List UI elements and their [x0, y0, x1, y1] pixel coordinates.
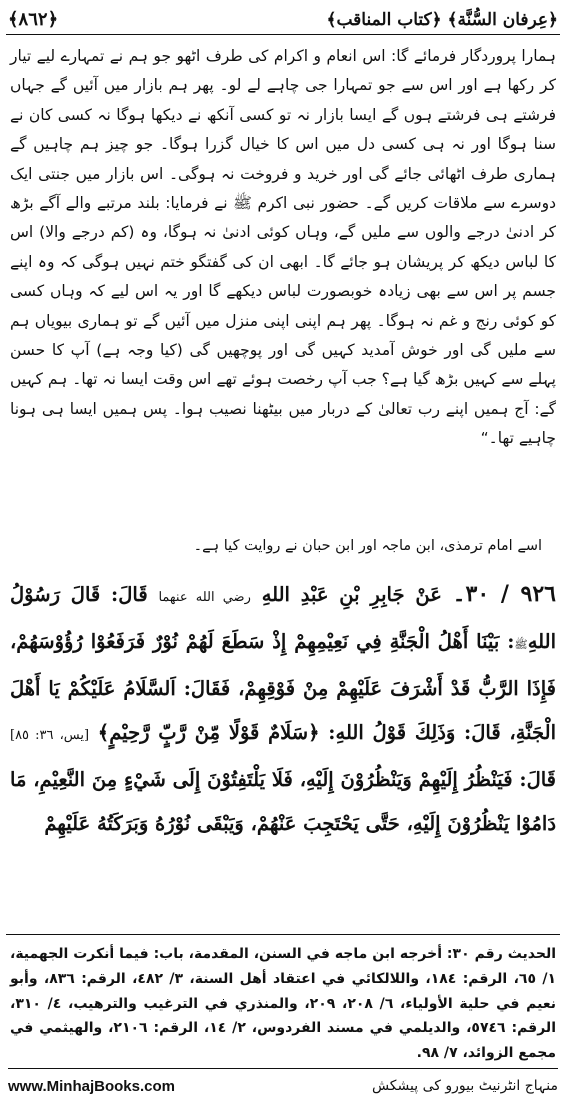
quran-reference: [يس، ٣٦: ٨٥] — [10, 728, 90, 743]
page-header — [8, 6, 558, 32]
hadith-arabic-text — [10, 572, 556, 846]
page-number: ﴿٨٦٢﴾ — [8, 8, 59, 30]
narration-attribution: اسے امام ترمذی، ابن ماجہ اور ابن حبان نے روایت کیا ہے۔ — [193, 538, 542, 554]
radiallah-honorific: رضي الله عنهما — [158, 590, 251, 605]
publisher-credit: منہاج انٹرنیٹ بیورو کی پیشکش — [371, 1078, 558, 1094]
page-footer — [8, 1072, 558, 1100]
hadith-text-part-1: قَالَ: قَالَ رَسُوْلُ اللهِ — [10, 583, 556, 653]
book-title: ﴿عِرفان السُّنَّة﴾ ﴿كتاب المناقب﴾ — [326, 9, 558, 30]
salla-honorific: ﷺ — [514, 638, 528, 651]
hadith-number: ٩٢٦ / ٣٠۔ — [452, 581, 556, 607]
hadith-text-part-3: قَالَ: فَيَنْظُرُ إِلَيْهِمْ وَيَنْظُرُوْنَ إِلَيْهِ، فَلَا يَلْتَفِتُوْنَ إِلَى شَيْءٍ مِنَ النَّعِيْمِ، مَا دَامُوْا يَنْظُرُوْنَ إِلَيْهِ، حَتَّى يَحْتَجِبَ عَنْهُمْ، وَيَبْقَى نُوْرُهُ وَبَرَكَتُهُ عَلَيْهِمْ — [10, 768, 556, 835]
footnote-rule — [6, 934, 560, 935]
hadith-narrator: عَنْ جَابِرِ بْنِ عَبْدِ اللهِ — [261, 583, 442, 606]
website-link[interactable]: www.MinhajBooks.com — [8, 1077, 175, 1095]
header-rule — [6, 34, 560, 35]
urdu-translation: ہمارا پروردگار فرمائے گا: اس انعام و اکرام کی طرف اٹھو جو ہم نے تمہارے لیے تیار کر رکھا ہے اور اس سے جو تمہارا جی چاہے لے لو۔ پھر ہم بازار میں آئیں گے جہاں فرشتے ہی فرشتے ہوں گے ایسا بازار نہ تو کسی آنکھ نے دیکھا ہوگا نہ کسی کان نے سنا ہوگا اور نہ ہی کسی دل میں اس کا خیال گزرا ہوگا۔ جو چیز ہم چاہیں گے ہماری طرف اٹھائی جائے گی اور خرید و فروخت نہ ہوگی۔ اس بازار میں جنتی ایک دوسرے سے ملاقات کریں گے۔ حضور نبی اکرم ﷺ نے فرمایا: بلند مرتبے والے آگے بڑھ کر ادنیٰ درجے والوں سے ملیں گے، وہاں کوئی ادنیٰ نہ ہوگا، وہ (کم درجے والا) اس کا لباس دیکھ کر پریشان ہو جائے گا۔ ابھی ان کی گفتگو ختم نہیں ہوگی کہ وہ اپنے جسم پر اس سے بھی زیادہ خوبصورت لباس دیکھے گا اور یہ اس لیے کہ وہاں کسی کو کوئی رنج و غم نہ ہوگا۔ پھر ہم اپنی اپنی منزل میں آئیں گے تو ہماری بیویاں ہم سے ملیں گی اور خوش آمدید کہیں گی اور پوچھیں گی (کیا وجہ ہے) آپ کا حسن پہلے سے کہیں بڑھ گیا ہے؟ جب آپ رخصت ہوئے تھے اس وقت ایسا نہ تھا۔ ہم کہیں گے: آج ہمیں اپنے رب تعالیٰ کے دربار میں بیٹھنا نصیب ہوا۔ پس ہمیں ایسا ہی ہونا چاہیے تھا۔“ — [10, 47, 556, 448]
hadith-footnote: الحديث رقم ٣٠: أخرجه ابن ماجه في السنن، المقدمة، باب: فيما أنكرت الجهمية، ١/ ٦٥، الرقم: ١٨٤، واللالكائي في اعتقاد أهل السنة، ٣/ ٤٨٢، الرقم: ٨٣٦، وأبو نعيم في حلية الأولياء، ٦/ ٢٠٨، ٢٠٩، والمنذري في الترغيب والترهيب، ٤/ ٣١٠، الرقم: ٥٧٤٦، والديلمي في مسند الفردوس، ٢/ ١٤، الرقم: ٢١٠٦، والهيثمي في مجمع الزوائد، ٧/ ٩٨. — [10, 946, 557, 1062]
hadith-text-part-2: : بَيْنَا أَهْلُ الْجَنَّةِ فِي نَعِيْمِهِمْ إِذْ سَطَعَ لَهُمْ نُوْرٌ فَرَفَعُوْا رُؤُوْسَهُمْ، فَإِذَا الرَّبُّ قَدْ أَشْرَفَ عَلَيْهِمْ مِنْ فَوْقِهِمْ، فَقَالَ: اَلسَّلَامُ عَلَيْكُمْ يَا أَهْلَ الْجَنَّةِ، قَالَ: وَذَلِكَ قَوْلُ اللهِ: ﴿سَلَامٌ قَوْلًا مِّنْ رَّبٍّ رَّحِيْمٍ﴾ — [10, 630, 556, 744]
